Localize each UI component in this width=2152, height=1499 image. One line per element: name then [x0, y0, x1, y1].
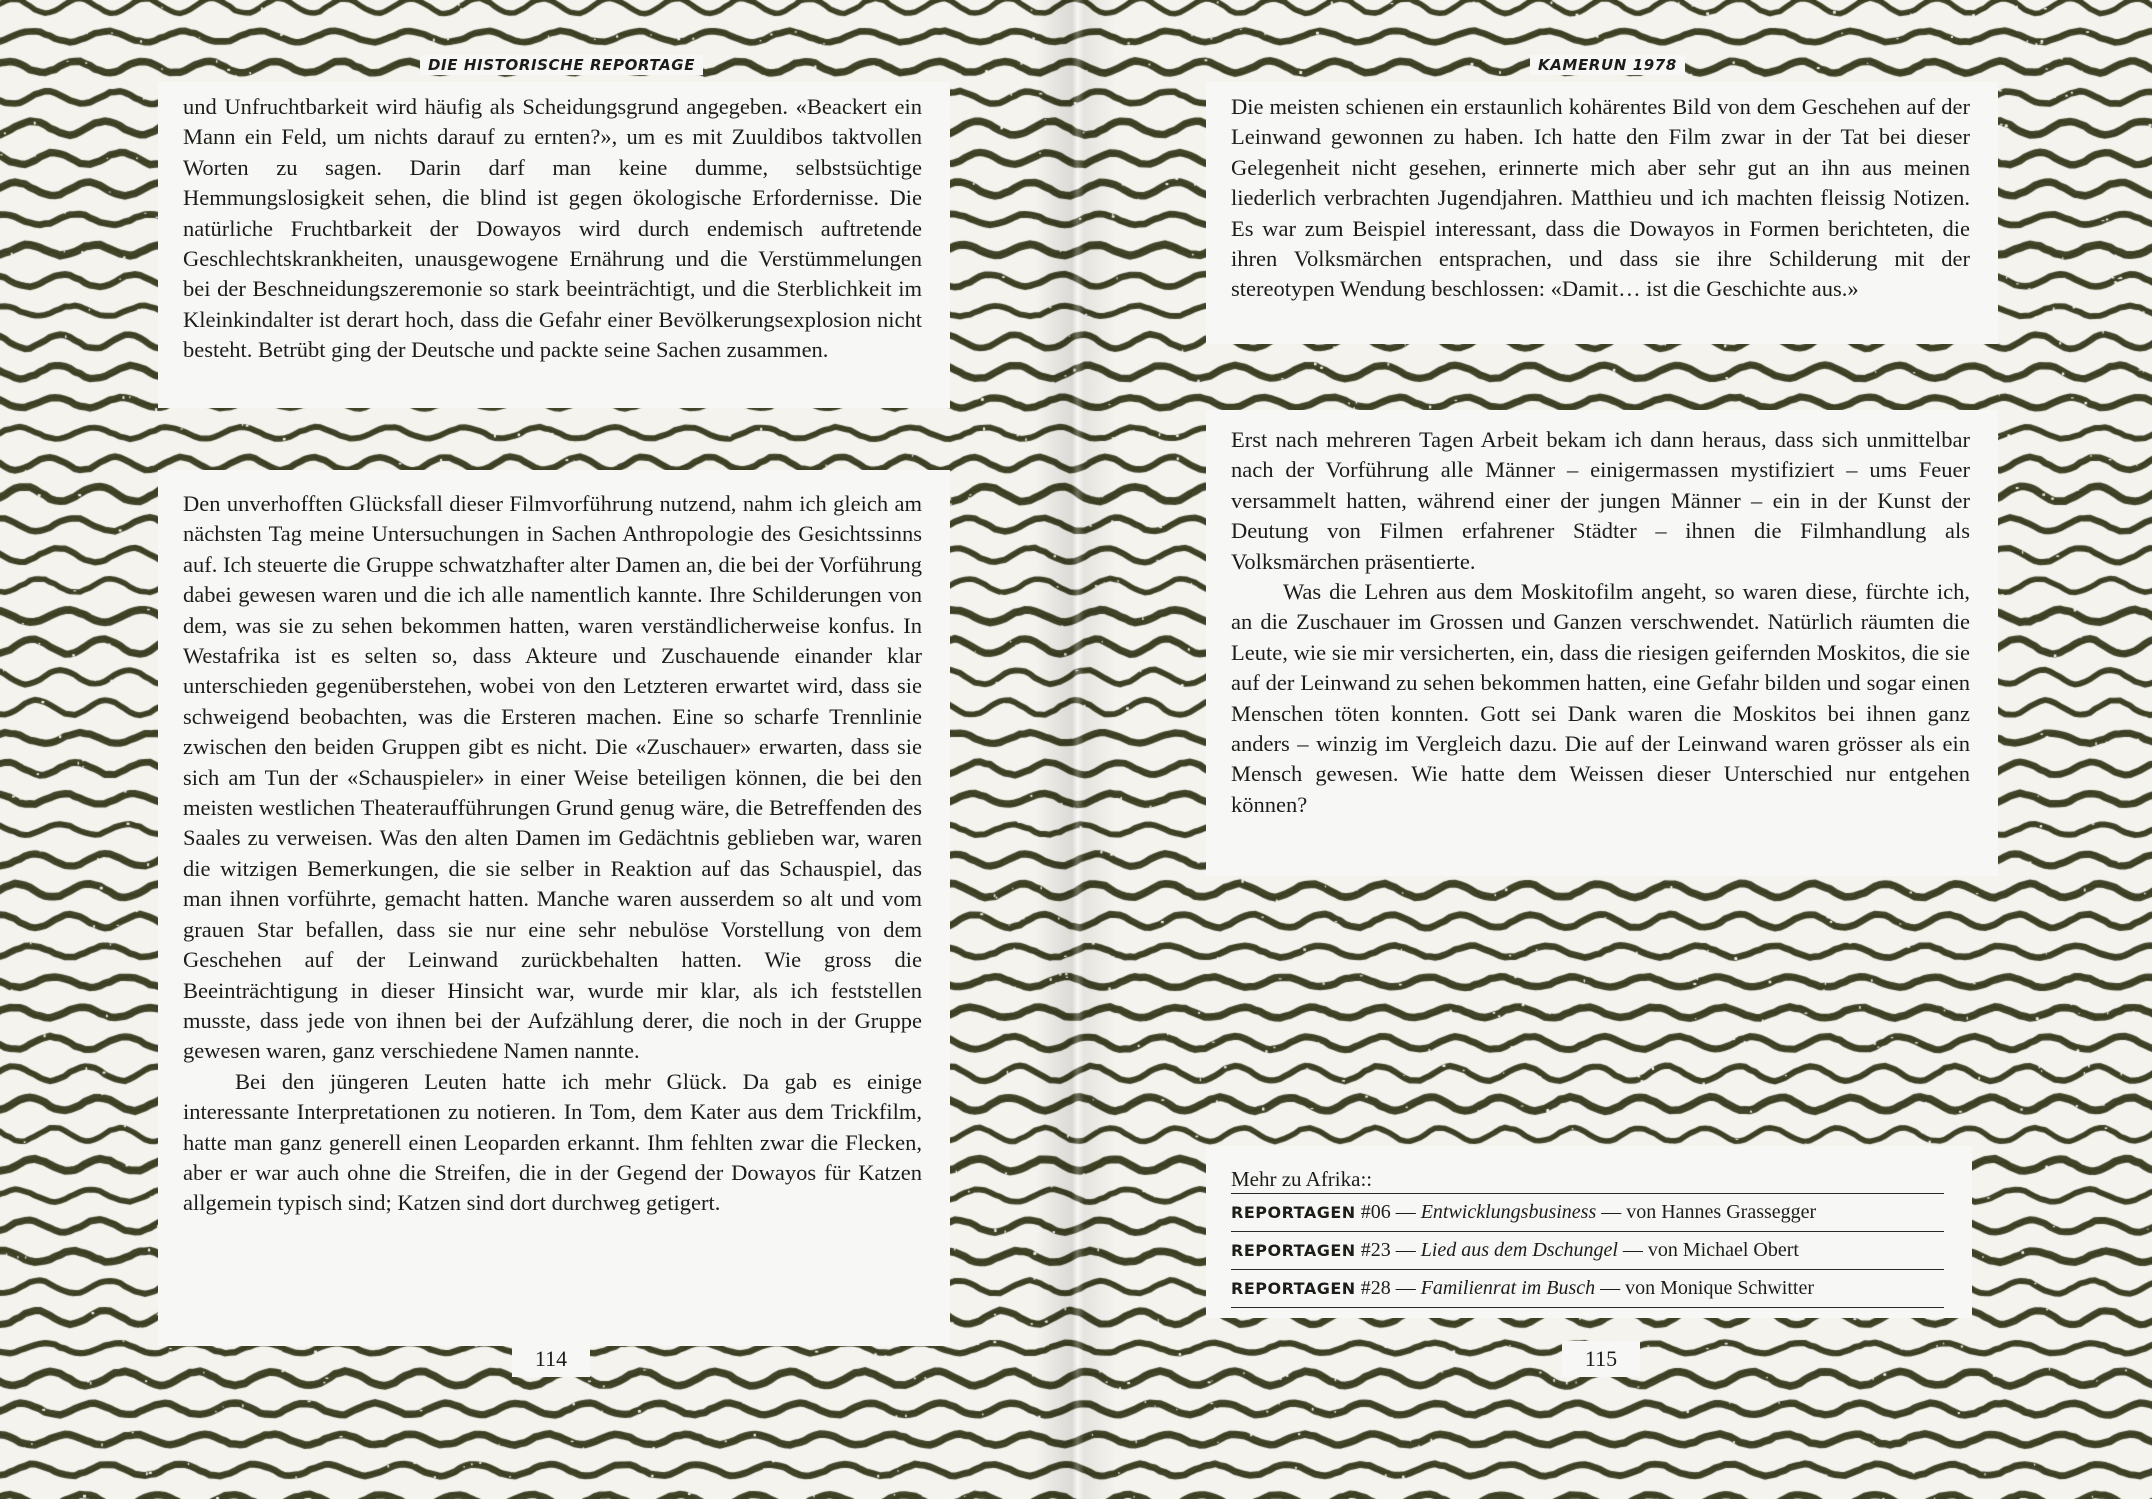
separator-dash: —	[1395, 1239, 1416, 1261]
separator-dash: —	[1622, 1239, 1643, 1261]
paragraph: Die meisten schienen ein erstaunlich kohärentes Bild von dem Geschehen auf der Leinwand gewonnen zu haben. Ich hatte den Film zwar in der Tat bei dieser Gelegenheit nicht gesehen, erinnerte mich aber sehr gut an ihn aus meinen liederlich verbrachten Jugendjahren. Matthieu und ich machten fleissig Notizen. Es war zum Beispiel interessant, dass die Dowayos in Formen berichteten, die ihren Volksmärchen entsprachen, und dass sie ihre Schilderung mit der stereotypen Wendung beschlossen: «Damit… ist die Geschichte aus.»	[1231, 94, 1970, 302]
report-title: Familienrat im Busch	[1420, 1277, 1596, 1299]
text-column	[183, 92, 922, 366]
running-head-left: DIE HISTORISCHE REPORTAGE	[420, 55, 703, 75]
report-title: Entwicklungsbusiness	[1420, 1201, 1597, 1223]
related-reports-title: Mehr zu Afrika::	[1231, 1167, 1373, 1191]
text-column	[183, 489, 922, 1219]
text-block-left-top	[158, 82, 950, 408]
text-block-right-middle	[1206, 410, 1998, 876]
text-block-left-bottom	[158, 470, 950, 1346]
report-author: von Hannes Grassegger	[1626, 1201, 1817, 1223]
related-report-item[interactable]	[1231, 1193, 1944, 1231]
paragraph: Bei den jüngeren Leuten hatte ich mehr Glück. Da gab es einige interessante Interpretationen zu notieren. In Tom, dem Kater aus dem Trickfilm, hatte man ganz generell einen Leoparden erkannt. Ihm fehlten zwar die Flecken, aber er war auch ohne die Streifen, die in der Gegend der Dowayos für Katzen allgemein typisch sind; Katzen sind dort durchweg getigert.	[183, 1068, 922, 1216]
report-author: von Michael Obert	[1647, 1239, 1799, 1261]
paragraph: Erst nach mehreren Tagen Arbeit bekam ich dann heraus, dass sich unmittelbar nach der Vorführung alle Männer – einigermassen mystifiziert – ums Feuer versammelt hatten, während einer der jungen Männer – ein in der Kunst der Deutung von Filmen erfahrener Städter – ihnen die Filmhandlung als Volksmärchen präsentierte.	[1231, 427, 1970, 574]
related-report-item[interactable]	[1231, 1231, 1944, 1269]
paragraph: und Unfruchtbarkeit wird häufig als Scheidungsgrund angegeben. «Beackert ein Mann ein Feld, um nichts darauf zu ernten?», um es mit Zuuldibos taktvollen Worten zu sagen. Darin darf man keine dumme, selbstsüchtige Hemmungslosigkeit sehen, die blind ist gegen ökologische Erfordernisse. Die natürliche Fruchtbarkeit der Dowayos wird durch endemisch auftretende Geschlechtskrankheiten, unausgewogene Ernährung und die Verstümmelungen bei der Beschneidungszeremonie so stark beeinträchtigt, und die Sterblichkeit im Kleinkindalter ist derart hoch, dass die Gefahr einer Bevölkerungsexplosion nicht besteht. Betrübt ging der Deutsche und packte seine Sachen zusammen.	[183, 94, 922, 363]
separator-dash: —	[1395, 1201, 1416, 1223]
text-block-right-top	[1206, 82, 1998, 344]
running-head-right: KAMERUN 1978	[1530, 55, 1685, 75]
report-title: Lied aus dem Dschungel	[1420, 1239, 1618, 1261]
series-name: REPORTAGEN	[1231, 1203, 1356, 1222]
related-reports-list	[1231, 1193, 1944, 1308]
issue-number: #23	[1360, 1239, 1391, 1261]
paragraph: Den unverhofften Glücksfall dieser Filmvorführung nutzend, nahm ich gleich am nächsten Tag meine Untersuchungen in Sachen Anthropologie des Gesichtssinns auf. Ich steuerte die Gruppe schwatzhafter alter Damen an, die bei der Vorführung dabei gewesen waren und die ich alle namentlich kannte. Ihre Schilderungen von dem, was sie zu sehen bekommen hatten, waren verständlicherweise konfus. In Westafrika ist es selten so, dass Akteure und Zuschauende einander klar unterschieden gegenüberstehen, wobei von den Letzteren erwartet wird, dass sie schweigend beobachten, was die Ersteren machen. Eine so scharfe Trennlinie zwischen den beiden Gruppen gibt es nicht. Die «Zuschauer» erwarten, dass sie sich am Tun der «Schauspieler» in einer Weise beteiligen können, die bei den meisten westlichen Theateraufführungen Grund genug wäre, die Betreffenden des Saales zu verweisen. Was den alten Damen im Gedächtnis geblieben war, waren die witzigen Bemerkungen, die sie selber in Reaktion auf das Schauspiel, das man ihnen vorführte, gemacht hatten. Manche waren ausserdem so alt und vom grauen Star befallen, dass sie nur eine sehr nebulöse Vorstellung von dem Geschehen auf der Leinwand zurückbehalten hatten. Wie gross die Beeinträchtigung in dieser Hinsicht war, wurde mir klar, als ich feststellen musste, dass jede von ihnen bei der Aufzählung derer, die noch in der Gruppe gewesen waren, ganz verschiedene Namen nannte.	[183, 491, 922, 1064]
related-report-item[interactable]	[1231, 1269, 1944, 1308]
page-number-right: 115	[1562, 1341, 1640, 1377]
text-column	[1231, 92, 1970, 305]
issue-number: #28	[1360, 1277, 1391, 1299]
series-name: REPORTAGEN	[1231, 1279, 1356, 1298]
separator-dash: —	[1601, 1201, 1622, 1223]
separator-dash: —	[1600, 1277, 1621, 1299]
issue-number: #06	[1360, 1201, 1391, 1223]
text-column	[1231, 425, 1970, 820]
related-reports-box	[1206, 1146, 1972, 1318]
report-author: von Monique Schwitter	[1625, 1277, 1814, 1299]
series-name: REPORTAGEN	[1231, 1241, 1356, 1260]
paragraph: Was die Lehren aus dem Moskitofilm angeht, so waren diese, fürchte ich, an die Zuschauer im Grossen und Ganzen verschwendet. Natürlich räumten die Leute, wie sie mir versicherten, ein, dass die riesigen geifernden Moskitos, die sie auf der Leinwand zu sehen bekommen hatten, eine Gefahr bilden und sogar einen Menschen töten konnten. Gott sei Dank waren die Moskitos bei ihnen ganz anders – winzig im Vergleich dazu. Die auf der Leinwand waren grösser als ein Mensch gewesen. Wie hatte dem Weissen dieser Unterschied nur entgehen können?	[1231, 579, 1970, 817]
separator-dash: —	[1395, 1277, 1416, 1299]
page-number-left: 114	[512, 1341, 590, 1377]
